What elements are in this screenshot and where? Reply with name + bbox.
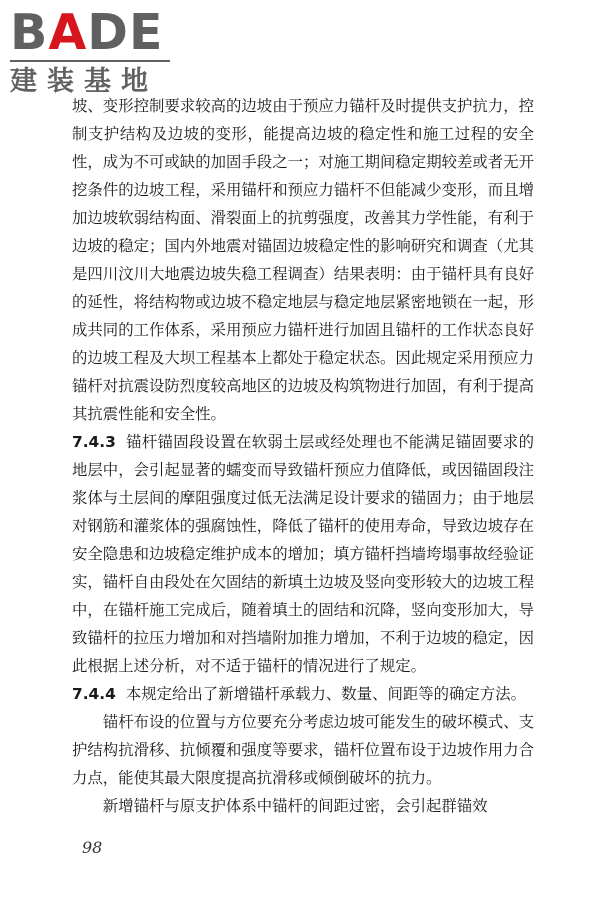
- logo-letters-de: DE: [87, 4, 164, 61]
- page-number: 98: [82, 838, 103, 857]
- clause-number: 7.4.3: [72, 433, 116, 451]
- clause-7-4-3: [72, 428, 534, 680]
- bade-logo: [10, 4, 178, 97]
- logo-subtitle: 建装基地: [10, 66, 158, 97]
- logo-letter-b: B: [10, 4, 49, 61]
- clause-7-4-4: [72, 680, 534, 708]
- paragraph-continuation: [72, 92, 534, 428]
- paragraph-anchor-layout: [72, 708, 534, 792]
- paragraph-text: 锚杆布设的位置与方位要充分考虑边坡可能发生的破坏模式、支护结构抗滑移、抗倾覆和强度等要求，锚杆位置布设于边坡作用力合力点，能使其最大限度提高抗滑移或倾倒破坏的抗力。: [72, 713, 534, 787]
- clause-number: 7.4.4: [72, 685, 116, 703]
- paragraph-text: 新增锚杆与原支护体系中锚杆的间距过密，会引起群锚效: [102, 797, 488, 815]
- clause-text: 锚杆锚固段设置在软弱土层或经处理也不能满足锚固要求的地层中，会引起显著的蠕变而导致锚杆预应力值降低，或因锚固段注浆体与土层间的摩阻强度过低无法满足设计要求的锚固力；由于地层对钢筋和灌浆体的强腐蚀性，降低了锚杆的使用寿命，导致边坡存在安全隐患和边坡稳定维护成本的增加；填方锚杆挡墙垮塌事故经验证实，锚杆自由段处在欠固结的新填土边坡及竖向变形较大的边坡工程中，在锚杆施工完成后，随着填土的固结和沉降，竖向变形加大，导致锚杆的拉压力增加和对挡墙附加推力增加，不利于边坡的稳定，因此根据上述分析，对不适于锚杆的情况进行了规定。: [72, 433, 534, 675]
- paragraph-text: 坡、变形控制要求较高的边坡由于预应力锚杆及时提供支护抗力，控制支护结构及边坡的变形，能提高边坡的稳定性和施工过程的安全性，成为不可或缺的加固手段之一；对施工期间稳定期较差或者无开挖条件的边坡工程，采用锚杆和预应力锚杆不但能减少变形，而且增加边坡软弱结构面、滑裂面上的抗剪强度，改善其力学性能，有利于边坡的稳定；国内外地震对锚固边坡稳定性的影响研究和调查（尤其是四川汶川大地震边坡失稳工程调查）结果表明：由于锚杆具有良好的延性，将结构物或边坡不稳定地层与稳定地层紧密地锁在一起，形成共同的工作体系，采用预应力锚杆进行加固且锚杆的工作状态良好的边坡工程及大坝工程基本上都处于稳定状态。因此规定采用预应力锚杆对抗震设防烈度较高地区的边坡及构筑物进行加固，有利于提高其抗震性能和安全性。: [72, 97, 534, 423]
- paragraph-anchor-spacing: [72, 792, 534, 820]
- clause-text: 本规定给出了新增锚杆承载力、数量、间距等的确定方法。: [125, 685, 526, 703]
- logo-letter-a: A: [48, 4, 88, 61]
- page-body: [72, 92, 534, 820]
- logo-wordmark: [10, 4, 178, 61]
